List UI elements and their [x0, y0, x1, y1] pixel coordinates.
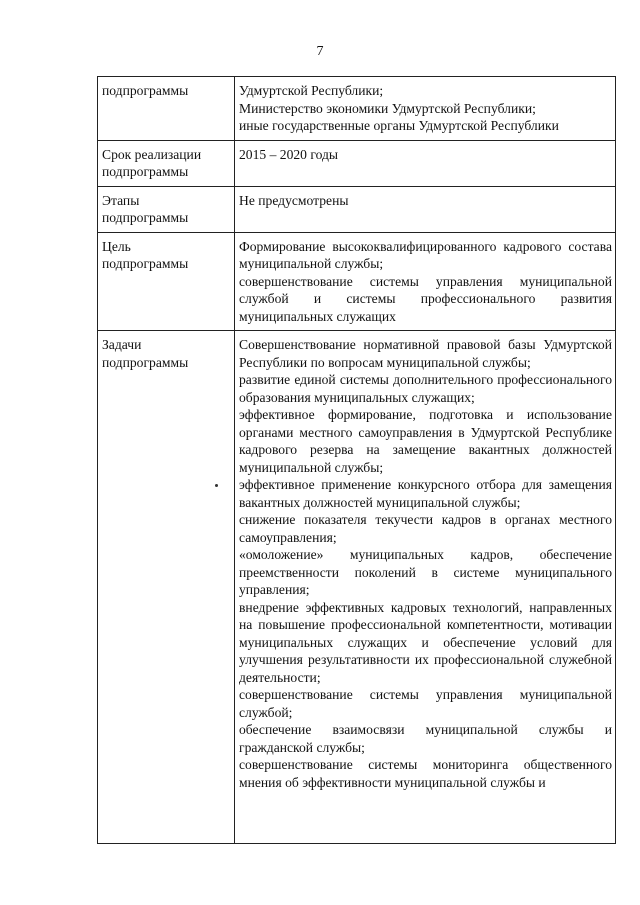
scan-speck [215, 484, 218, 487]
value-paragraph: развитие единой системы дополнительного профессионального образования муниципальных служащих; [239, 372, 612, 405]
table-row-goal [98, 232, 616, 331]
label-line: подпрограммы [102, 256, 189, 271]
value-paragraph: Совершенствование нормативной правовой базы Удмуртской Республики по вопросам муниципальной службы; [239, 337, 612, 370]
row-label [98, 140, 235, 186]
row-label [98, 186, 235, 232]
label-line: подпрограммы [102, 83, 189, 98]
value-paragraph: эффективное формирование, подготовка и использование органами местного самоуправления в Удмуртской Республике кадрового резерва на замещение вакантных должностей муниципальной службы; [239, 407, 612, 475]
label-line: подпрограммы [102, 164, 189, 179]
value-line: Министерство экономики Удмуртской Республики; [239, 100, 536, 116]
tasks-list [239, 336, 612, 838]
value-line: 2015 – 2020 годы [239, 146, 339, 162]
row-label [98, 331, 235, 844]
value-paragraph: обеспечение взаимосвязи муниципальной службы и гражданской службы; [239, 722, 612, 755]
page-number: 7 [316, 44, 324, 59]
value-line: иные государственные органы Удмуртской Республики [239, 118, 559, 133]
value-paragraph: «омоложение» муниципальных кадров, обеспечение преемственности поколений в системе муниципального управления; [239, 547, 612, 597]
row-label [98, 77, 235, 141]
label-line: Задачи [102, 337, 142, 352]
row-value [235, 186, 616, 232]
value-paragraph: Формирование высококвалифицированного кадрового состава муниципальной службы; [239, 238, 612, 271]
row-value [235, 140, 616, 186]
row-value [235, 232, 616, 331]
row-value [235, 331, 616, 844]
label-line: Цель [102, 238, 131, 254]
label-line: подпрограммы [102, 354, 189, 370]
row-value [235, 77, 616, 141]
value-paragraph: внедрение эффективных кадровых технологий, направленных на повышение профессиональной компетентности, мотивации муниципальных служащих и обеспечение условий для улучшения результативности их профессиональной служебной деятельности; [239, 599, 612, 685]
value-paragraph: эффективное применение конкурсного отбора для замещения вакантных должностей муниципальной службы; [239, 477, 612, 510]
value-paragraph: снижение показателя текучести кадров в органах местного самоуправления; [239, 512, 612, 545]
value-line: Не предусмотрены [239, 192, 349, 208]
row-label [98, 232, 235, 331]
label-line: Срок реализации [102, 146, 202, 162]
table-row-executors [98, 77, 616, 141]
label-line: подпрограммы [102, 210, 189, 225]
value-paragraph: совершенствование системы мониторинга общественного мнения об эффективности муниципальной службы и [239, 757, 612, 790]
value-paragraph: совершенствование системы управления муниципальной службой; [239, 687, 612, 720]
label-line: Этапы [102, 192, 140, 208]
subprogram-passport-table [97, 76, 616, 844]
table-row-stages [98, 186, 616, 232]
table-row-period [98, 140, 616, 186]
value-paragraph: совершенствование системы управления муниципальной службой и системы профессионального развития муниципальных служащих [239, 273, 612, 324]
table-row-tasks [98, 331, 616, 844]
value-line: Удмуртской Республики; [239, 83, 384, 98]
